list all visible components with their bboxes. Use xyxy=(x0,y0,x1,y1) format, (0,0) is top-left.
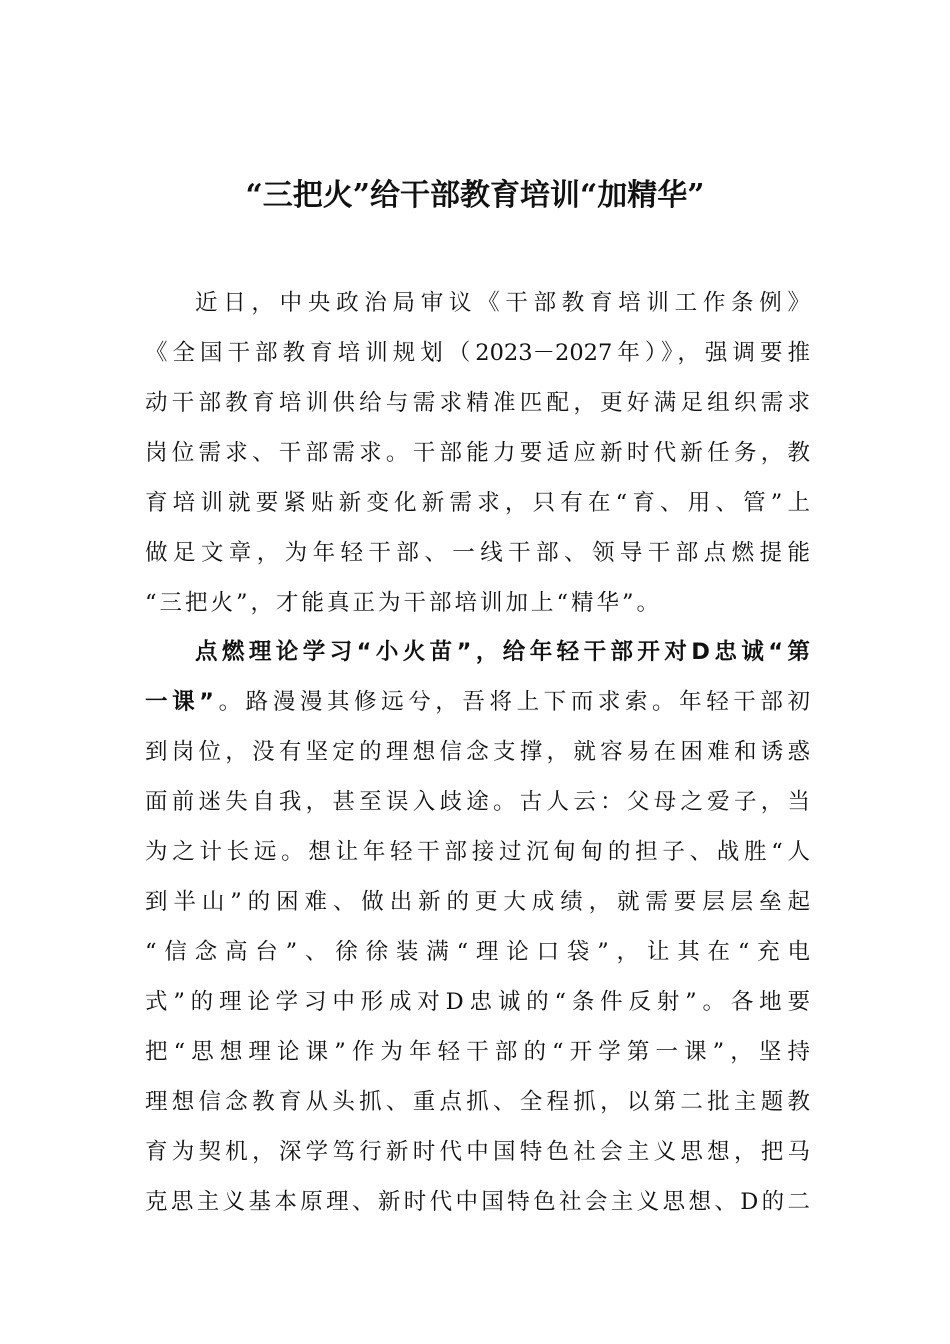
document-title: “三把火”给干部教育培训“加精华” xyxy=(245,178,705,213)
paragraph-line: 岗位需求、干部需求。干部能力要适应新时代新任务，教 xyxy=(145,440,810,466)
paragraph-line: 式”的理论学习中形成对D忠诚的“条件反射”。各地要 xyxy=(145,989,810,1015)
paragraph-line: 育培训就要紧贴新变化新需求，只有在“育、用、管”上 xyxy=(145,490,810,516)
section-heading-tail: 一课” xyxy=(145,689,214,715)
paragraph-line: “三把火”，才能真正为干部培训加上“精华”。 xyxy=(145,590,663,616)
paragraph-line: 克思主义基本原理、新时代中国特色社会主义思想、D的二 xyxy=(145,1189,810,1215)
paragraph-line: 把“思想理论课”作为年轻干部的“开学第一课”，坚持 xyxy=(145,1039,810,1065)
paragraph-line: 面前迷失自我，甚至误入歧途。古人云：父母之爱子，当 xyxy=(145,789,810,815)
paragraph-line: 近日，中央政治局审议《干部教育培训工作条例》 xyxy=(195,290,810,316)
paragraph-line: 到半山”的困难、做出新的更大成绩，就需要层层垒起 xyxy=(145,889,810,915)
paragraph-line: “信念高台”、徐徐装满“理论口袋”，让其在“充电 xyxy=(145,939,810,965)
paragraph-line: 育为契机，深学笃行新时代中国特色社会主义思想，把马 xyxy=(145,1139,810,1165)
paragraph-line xyxy=(145,677,810,727)
paragraph-line: 理想信念教育从头抓、重点抓、全程抓，以第二批主题教 xyxy=(145,1089,810,1115)
paragraph-line-rest: 。路漫漫其修远兮，吾将上下而求索。年轻干部初 xyxy=(213,689,810,715)
paragraph-line: 到岗位，没有坚定的理想信念支撑，就容易在困难和诱惑 xyxy=(145,739,810,765)
paragraph-line: 做足文章，为年轻干部、一线干部、领导干部点燃提能 xyxy=(145,540,810,566)
section-heading-line: 点燃理论学习“小火苗”，给年轻干部开对D忠诚“第 xyxy=(195,639,810,665)
paragraph-line: 为之计长远。想让年轻干部接过沉甸甸的担子、战胜“人 xyxy=(145,839,810,865)
paragraph-intro xyxy=(145,278,810,628)
paragraph-line: 《全国干部教育培训规划（2023－2027年）》，强调要推 xyxy=(145,340,810,366)
paragraph-theory-study xyxy=(145,627,810,1227)
paragraph-line: 动干部教育培训供给与需求精准匹配，更好满足组织需求 xyxy=(145,390,810,416)
